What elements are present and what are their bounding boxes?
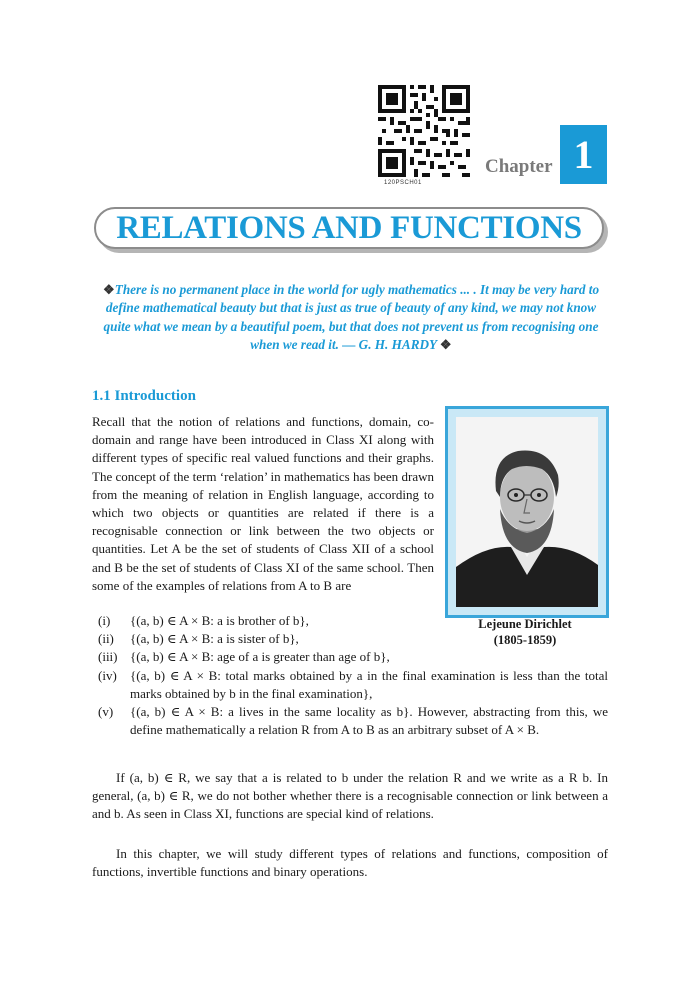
qr-code-label: 120PSCH01 bbox=[384, 180, 422, 186]
list-item-number: (iv) bbox=[98, 667, 117, 683]
list-item-number: (v) bbox=[98, 704, 114, 720]
list-item-number: (iii) bbox=[98, 649, 118, 665]
chapter-label: Chapter bbox=[485, 156, 553, 177]
portrait-image bbox=[456, 417, 598, 607]
qr-code-image bbox=[378, 85, 470, 177]
list-item-text: {(a, b) ∈ A × B: a lives in the same locality as b}. However, abstracting from this, we define mathematically a relation R from A to B as an arbitrary subset of A × B. bbox=[130, 704, 608, 738]
title-banner bbox=[94, 207, 604, 249]
chapter-number: 1 bbox=[573, 132, 594, 177]
list-item-number: (ii) bbox=[98, 631, 114, 647]
portrait-caption-name: Lejeune Dirichlet bbox=[478, 617, 572, 631]
list-item bbox=[92, 648, 608, 666]
portrait-frame bbox=[445, 406, 609, 618]
list-item bbox=[92, 612, 608, 630]
quote-open-ornament-icon: ❖ bbox=[102, 282, 115, 297]
list-item-text: {(a, b) ∈ A × B: a is brother of b}, bbox=[130, 613, 309, 628]
intro-paragraph: Recall that the notion of relations and functions, domain, co-domain and range have been introduced in Class XI along with different types of specific real valued functions and their graphs. The concept of the term ‘relation’ in mathematics has been drawn from the meaning of relation in English language, according to which two objects or quantities are related if there is a recognisable connection or link between the two objects or quantities. Let A be the set of students of Class XII of a school and B be the set of students of Class XI of the same school. Then some of the examples of relations from A to B are bbox=[92, 414, 434, 593]
list-item bbox=[92, 630, 608, 648]
list-item bbox=[92, 667, 608, 703]
list-item bbox=[92, 703, 608, 739]
list-item-number: (i) bbox=[98, 613, 111, 628]
examples-list bbox=[92, 612, 608, 739]
chapter-number-badge bbox=[560, 125, 607, 184]
list-item-text: {(a, b) ∈ A × B: a is sister of b}, bbox=[130, 631, 299, 647]
portrait-caption-years: (1805-1859) bbox=[493, 633, 557, 647]
epigraph-quote bbox=[96, 281, 606, 354]
list-item-text: {(a, b) ∈ A × B: age of a is greater than age of b}, bbox=[130, 649, 390, 665]
body-paragraph-relation-notation: If (a, b) ∈ R, we say that a is related to b under the relation R and we write as a R b. In general, (a, b) ∈ R, we do not bother whether there is a recognisable connection or link between a and b. As seen in Class XI, functions are special kind of relations. bbox=[92, 770, 608, 822]
quote-close-ornament-icon: ❖ bbox=[439, 336, 452, 352]
chapter-title: RELATIONS AND FUNCTIONS bbox=[116, 209, 582, 246]
quote-text: There is no permanent place in the world for ugly mathematics ... . It may be very hard to define mathematical beauty but that is just as true of beauty of any kind, we may not know quite what we mean by a beautiful poem, but that does not prevent us from recognising one when we read it. — G. H. HARDY bbox=[103, 282, 600, 352]
section-heading: 1.1 Introduction bbox=[92, 388, 196, 404]
body-paragraph-chapter-overview: In this chapter, we will study different types of relations and functions, composition of functions, invertible functions and binary operations. bbox=[92, 846, 608, 880]
list-item-text: {(a, b) ∈ A × B: total marks obtained by a in the final examination is less than the total marks obtained by b in the final examination}, bbox=[130, 667, 608, 701]
